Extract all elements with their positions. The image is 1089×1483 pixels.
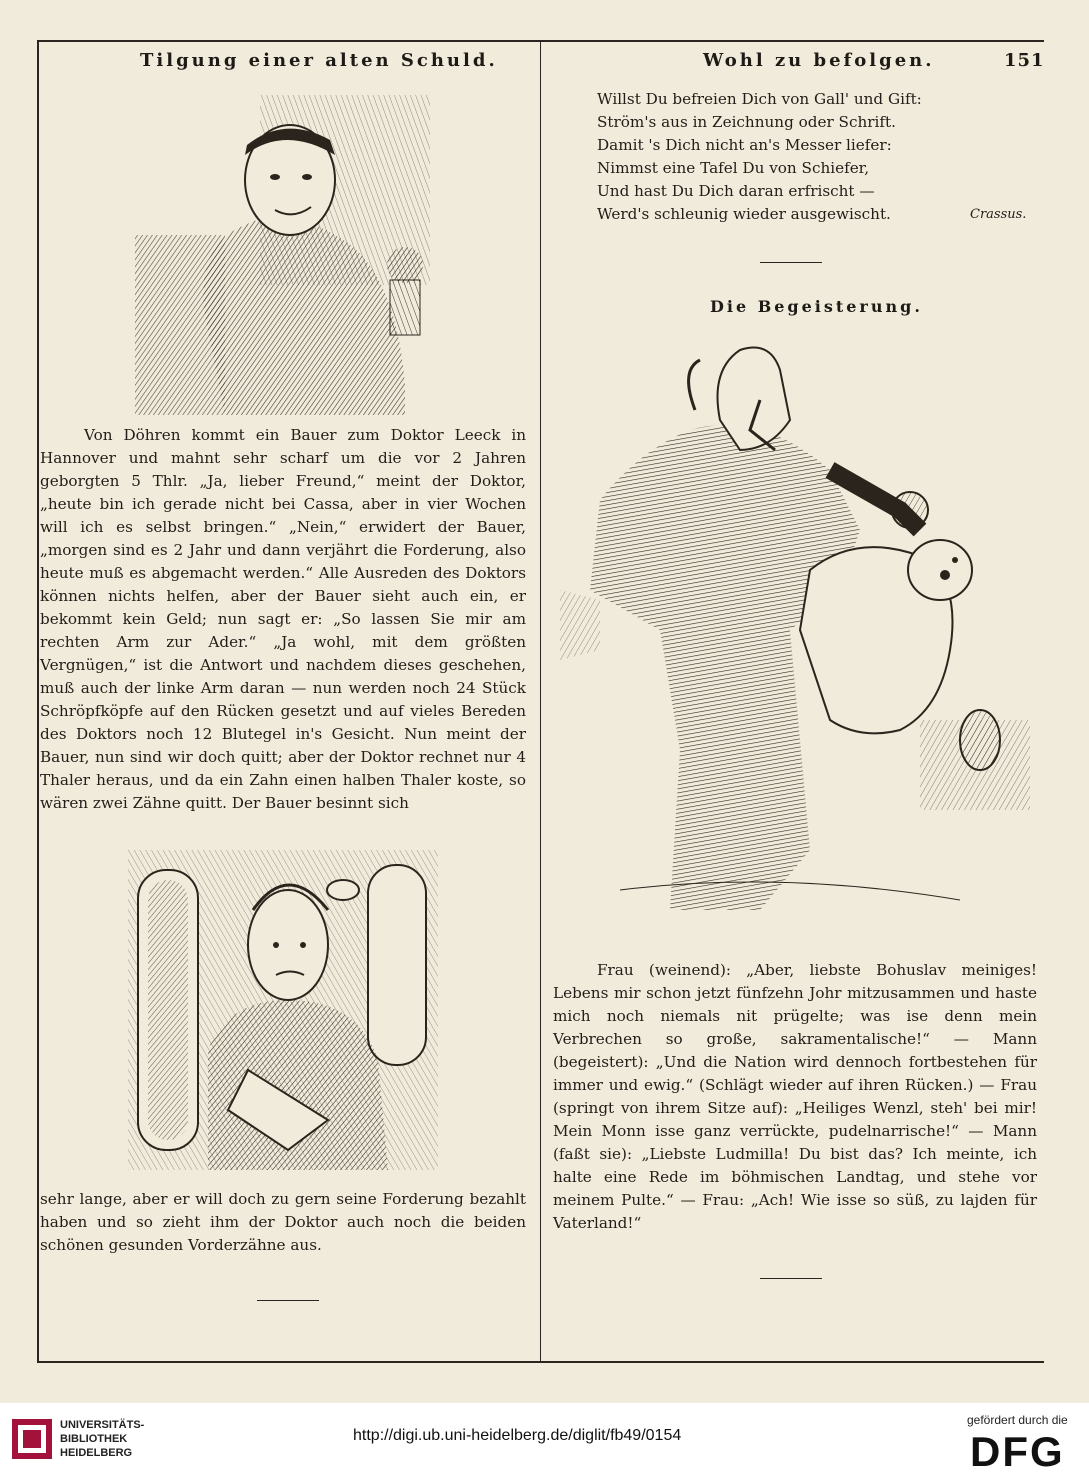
left-text-part-1 [40, 424, 526, 815]
illustration-bandaged-farmer [128, 850, 438, 1170]
dfg-logo: DFG [970, 1428, 1065, 1475]
poem-line: Willst Du befreien Dich von Gall' und Gift: [597, 90, 922, 108]
illustration-farmer-seated [135, 85, 435, 415]
left-text-part-2 [40, 1188, 526, 1257]
source-url-link[interactable]: http://digi.ub.uni-heidelberg.de/diglit/fb49/0154 [353, 1427, 682, 1444]
poem-line: Werd's schleunig wieder ausgewischt. [597, 205, 891, 223]
poem-line: Ström's aus in Zeichnung oder Schrift. [597, 113, 896, 131]
left-text-paragraph-2: sehr lange, aber er will doch zu gern seine Forderung bezahlt haben und so zieht ihm der Doktor auch noch die beiden schönen gesunden Vorderzähne aus. [40, 1190, 526, 1254]
left-text-paragraph-1: Von Döhren kommt ein Bauer zum Doktor Leeck in Hannover und mahnt sehr scharf um die vor 2 Jahren geborgten 5 Thlr. „Ja, lieber Freund,“ meint der Doktor, „heute bin ich gerade nicht bei Cassa, aber in vier Wochen will ich es selbst bringen.“ „Nein,“ erwidert der Bauer, „morgen sind es 2 Jahr und dann verjährt die Forderung, also heute muß es abgemacht werden.“ Alle Ausreden des Doktors können nichts helfen, aber der Bauer sieht auch ein, er bekommt kein Geld; nun sagt er: „So lassen Sie mir am rechten Arm zur Ader.“ „Ja wohl, mit dem größten Vergnügen,“ ist die Antwort und nachdem dieses geschehen, muß auch der linke Arm daran — nun werden noch 24 Stück Schröpfköpfe auf den Rücken gesetzt und auf vieles Bereden des Doktors noch 12 Blutegel in's Gesicht. Nun meint der Bauer, nun sind wir doch quitt; aber der Doktor rechnet nur 4 Thaler heraus, und da ein Zahn einen halben Thaler koste, so wären zwei Zähne quitt. Der Bauer besinnt sich [40, 426, 526, 812]
column-divider [540, 40, 541, 1362]
university-seal-icon [10, 1417, 54, 1461]
left-header-title: Tilgung einer alten Schuld. [140, 50, 498, 71]
right-end-rule [760, 1278, 822, 1279]
right-text [553, 959, 1037, 1235]
page-left-rule [37, 40, 39, 1362]
library-name-line1: UNIVERSITÄTS- [60, 1419, 145, 1431]
right-text-paragraph: Frau (weinend): „Aber, liebste Bohuslav meiniges! Lebens mir schon jetzt fünfzehn Johr mitzusammen und haste mich noch niemals nit prügelte; was ise denn mein Verbrechen so große, sakramentalische!“ — Mann (begeistert): „Und die Nation wird dennoch fortbestehen für immer und ewig.“ (Schlägt wieder auf ihren Rücken.) — Frau (springt von ihrem Sitze auf): „Heiliges Wenzl, steh' bei mir! Mein Monn isse ganz verrückte, pudelnarrische!“ — Mann (faßt sie): „Liebste Ludmilla! Du bist das? Ich meinte, ich halte eine Rede im böhmischen Landtag, und stehe vor meinem Pulte.“ — Frau: „Ach! Wie isse so süß, zu lajden für Vaterland!“ [553, 961, 1037, 1232]
right-header-title: Wohl zu befolgen. [703, 50, 935, 71]
right-section-rule [760, 262, 822, 263]
library-name-line3: HEIDELBERG [60, 1447, 133, 1459]
poem-line: Nimmst eine Tafel Du von Schiefer, [597, 159, 870, 177]
page-number: 151 [1004, 50, 1045, 71]
poem-block [597, 88, 922, 226]
poem-line: Und hast Du Dich daran erfrischt — [597, 182, 875, 200]
library-name-line2: BIBLIOTHEK [60, 1433, 128, 1445]
illustration-enthusiastic-man [560, 330, 1030, 920]
poem-line: Damit 's Dich nicht an's Messer liefer: [597, 136, 892, 154]
poem-author: Crassus. [970, 207, 1027, 222]
right-section-title: Die Begeisterung. [710, 297, 923, 316]
funded-by-label: gefördert durch die [967, 1413, 1068, 1427]
left-end-rule [257, 1300, 319, 1301]
footer-bar [0, 1403, 1089, 1483]
